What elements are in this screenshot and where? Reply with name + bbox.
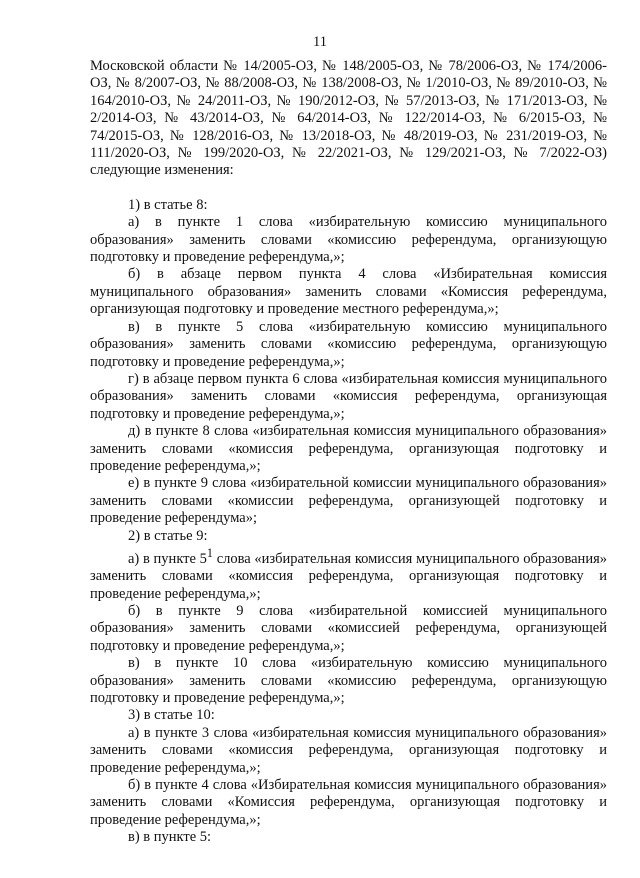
superscript-index: 1: [206, 545, 213, 560]
article-9-item-v: в) в пункте 10 слова «избирательную комиссию муниципального образования» заменить словами «комиссию референдума, организующую подготовку и проведение референдума,»;: [90, 655, 607, 707]
article-8-item-a: а) в пункте 1 слова «избирательную комиссию муниципального образования» заменить словами «комиссию референдума, организующую подготовку и проведение референдума,»;: [90, 214, 607, 266]
document-body: [90, 58, 607, 847]
intro-paragraph: Московской области № 14/2005-ОЗ, № 148/2005-ОЗ, № 78/2006-ОЗ, № 174/2006-ОЗ, № 8/2007-ОЗ, № 88/2008-ОЗ, № 138/2008-ОЗ, № 1/2010-ОЗ, № 89/2010-ОЗ, № 164/2010-ОЗ, № 24/2011-ОЗ, № 190/2012-ОЗ, № 57/2013-ОЗ, № 171/2013-ОЗ, № 2/2014-ОЗ, № 43/2014-ОЗ, № 64/2014-ОЗ, № 122/2014-ОЗ, № 6/2015-ОЗ, № 74/2015-ОЗ, № 128/2016-ОЗ, № 13/2018-ОЗ, № 48/2019-ОЗ, № 231/2019-ОЗ, № 111/2020-ОЗ, № 199/2020-ОЗ, № 22/2021-ОЗ, № 129/2021-ОЗ, № 7/2022-ОЗ) следующие изменения:: [90, 58, 607, 179]
article-8-item-g: г) в абзаце первом пункта 6 слова «избирательная комиссия муниципального образования» заменить словами «комиссия референдума, организующая подготовку и проведение референдума,»;: [90, 370, 607, 422]
article-10-item-v: в) в пункте 5:: [128, 829, 212, 846]
article-9-item-a: [90, 545, 607, 603]
page-number: 11: [313, 34, 327, 50]
article-9-item-a-rest: слова «избирательная комиссия муниципального образования» заменить словами «комиссия референдума, организующая подготовку и проведение референдума,»;: [90, 550, 607, 602]
article-8-item-e: е) в пункте 9 слова «избирательной комиссии муниципального образования» заменить словами «комиссии референдума, организующей подготовку и проведение референдума»;: [90, 475, 607, 527]
article-10-item-b: б) в пункте 4 слова «Избирательная комиссия муниципального образования» заменить словами «Комиссия референдума, организующая подготовку и проведение референдума,»;: [90, 777, 607, 828]
article-10-item-a: а) в пункте 3 слова «избирательная комиссия муниципального образования» заменить словами «комиссия референдума, организующая подготовку и проведение референдума,»;: [90, 724, 607, 776]
article-10-heading: 3) в статье 10:: [128, 707, 215, 724]
article-8-item-b: б) в абзаце первом пункта 4 слова «Избирательная комиссия муниципального образования» заменить словами «Комиссия референдума, организующая подготовку и проведение местного референдума,»;: [90, 266, 607, 318]
article-8-item-d: д) в пункте 8 слова «избирательная комиссия муниципального образования» заменить словами «комиссия референдума, организующая подготовку и проведение референдума,»;: [90, 423, 607, 474]
article-8-item-v: в) в пункте 5 слова «избирательную комиссию муниципального образования» заменить словами «комиссию референдума, организующую подготовку и проведение референдума,»;: [90, 318, 607, 370]
article-8-heading: 1) в статье 8:: [128, 196, 208, 213]
article-9-heading: 2) в статье 9:: [128, 527, 208, 544]
article-9-item-a-start: а) в пункте 5: [128, 550, 207, 567]
article-9-item-b: б) в пункте 9 слова «избирательной комиссией муниципального образования» заменить словами «комиссией референдума, организующей подготовку и проведение референдума,»;: [90, 603, 607, 654]
